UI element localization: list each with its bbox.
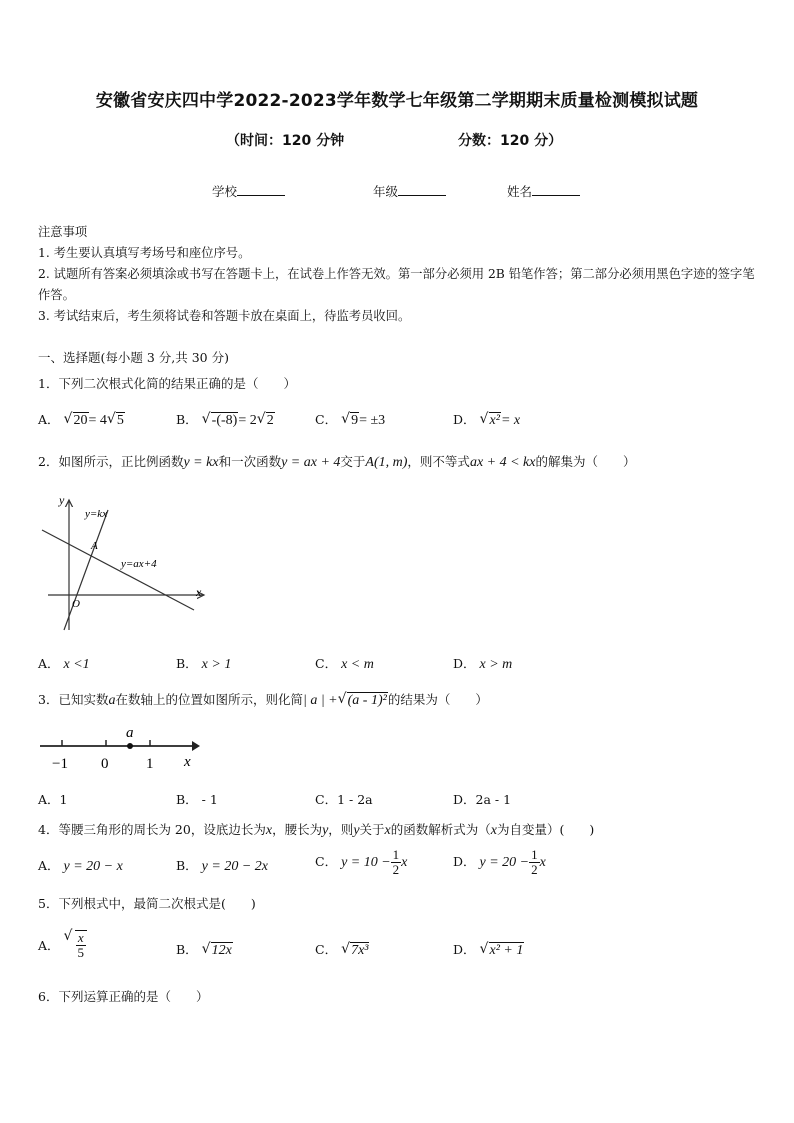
numerator: √ x: [76, 931, 87, 946]
stem-text: 的结果为（ ）: [387, 692, 488, 707]
denominator: 2: [531, 862, 538, 877]
stem-text: ，则: [328, 822, 354, 837]
q2-option-c[interactable]: [315, 654, 374, 673]
sqrt-symbol: [257, 413, 275, 429]
option-expr: y = 20 −: [479, 855, 530, 870]
grade-field[interactable]: [373, 182, 446, 200]
stem-text: 的函数解析式为（: [390, 822, 491, 837]
q2-option-a[interactable]: [38, 654, 90, 673]
fraction: [529, 848, 540, 877]
notes-item-2: 2. 试题所有答案必须填涂或书写在答题卡上，在试卷上作答无效。第一部分必须用 2B 铅笔作答；第二部分必须用黑色字迹的签字笔作答。: [38, 267, 755, 302]
stem-text: ，腰长为: [272, 822, 323, 837]
x-axis-label: x: [196, 585, 202, 599]
exam-time: （时间：120 分钟: [226, 133, 345, 149]
notes-item-3: 3. 考试结束后，考生须将试卷和答题卡放在桌面上，待监考员收回。: [38, 309, 411, 323]
stem-text: 在数轴上的位置如图所示，则化简: [115, 692, 303, 707]
radicand: x² + 1: [489, 943, 524, 958]
q4-option-a[interactable]: [38, 856, 123, 875]
q1-option-a[interactable]: [38, 410, 125, 429]
radicand: (a - 1)²: [347, 693, 387, 708]
q3-option-b[interactable]: B． - 1: [176, 792, 218, 807]
option-expr: = 4: [88, 413, 107, 428]
variable: a: [108, 693, 116, 708]
formula: y = kx: [183, 455, 219, 470]
option-letter: D．: [453, 412, 476, 427]
q5-stem: 5．下列根式中，最简二次根式是( ): [38, 896, 256, 911]
q3-option-c[interactable]: C．1 - 2a: [315, 792, 373, 807]
stem-text: 和一次函数: [218, 454, 282, 469]
radicand: 5: [116, 413, 124, 428]
q2-option-d[interactable]: [453, 654, 512, 673]
radicand: 20: [73, 413, 88, 428]
stem-text: 为自变量）( ): [497, 822, 595, 837]
point-a-label: a: [126, 725, 134, 741]
option-expr: y = 20 − x: [63, 859, 123, 874]
section-heading: 一、选择题(每小题 3 分,共 30 分): [38, 350, 229, 365]
exam-score: 分数：120 分）: [458, 133, 563, 149]
line-kx: [64, 510, 108, 630]
q3-stem: [38, 690, 488, 709]
radicand: -(-8): [211, 413, 238, 428]
q3-option-d[interactable]: D．2a - 1: [453, 792, 512, 807]
stem-text: 交于: [340, 454, 366, 469]
option-expr: x <1: [63, 657, 90, 672]
fraction: [75, 930, 88, 960]
exam-title: 安徽省安庆四中学2022-2023学年数学七年级第二学期期末质量检测模拟试题: [95, 91, 699, 111]
option-expr: = ±3: [359, 413, 386, 428]
option-letter: D．: [453, 942, 476, 957]
option-expr: x > 1: [201, 657, 232, 672]
option-letter: C．: [315, 942, 338, 957]
radicand: 9: [351, 413, 359, 428]
grade-label: 年级: [373, 184, 399, 199]
q4-option-d[interactable]: [453, 848, 546, 877]
line-ax4-label: y=ax+4: [121, 558, 157, 570]
option-expr: y = 10 −: [341, 855, 391, 870]
sqrt-symbol: [480, 943, 525, 959]
q5-option-a[interactable]: [38, 930, 87, 960]
notes-block: [38, 222, 758, 327]
tick-label: −1: [52, 756, 68, 772]
name-label: 姓名: [507, 184, 533, 199]
formula: ax + 4 < kx: [469, 455, 536, 470]
x-axis-label: x: [184, 754, 191, 770]
stem-text: 4．等腰三角形的周长为 20，设底边长为: [38, 822, 266, 837]
q4-stem: [38, 820, 594, 839]
q2-option-b[interactable]: [176, 654, 231, 673]
option-expr: x: [401, 855, 408, 870]
option-expr: y = 20 − 2x: [201, 859, 268, 874]
q3-option-a[interactable]: A．1: [38, 792, 68, 807]
stem-text: 2．如图所示，正比例函数: [38, 454, 184, 469]
sqrt-symbol: [202, 943, 233, 959]
option-letter: C．: [315, 854, 338, 869]
option-expr: x < m: [341, 657, 374, 672]
q3-number-line: [36, 722, 206, 772]
arrow-right-icon: [192, 741, 200, 751]
q5-option-c[interactable]: [315, 940, 369, 959]
grade-blank[interactable]: [398, 183, 446, 196]
y-axis-label: y: [59, 493, 65, 507]
sqrt-symbol: [107, 413, 125, 429]
option-letter: A．: [38, 858, 60, 873]
variable: x: [490, 823, 497, 838]
option-letter: D．: [453, 854, 476, 869]
school-blank[interactable]: [237, 183, 285, 196]
school-label: 学校: [212, 184, 238, 199]
stem-text: 3．已知实数: [38, 692, 109, 707]
option-letter: B．: [176, 942, 198, 957]
q5-option-b[interactable]: [176, 940, 233, 959]
name-field[interactable]: [507, 182, 580, 200]
q6-stem: 6．下列运算正确的是（ ）: [38, 989, 209, 1004]
stem-text: 关于: [359, 822, 385, 837]
name-blank[interactable]: [532, 183, 580, 196]
option-expr: x: [539, 855, 546, 870]
formula: | a | +: [302, 693, 338, 708]
q1-stem: 1．下列二次根式化简的结果正确的是（ ）: [38, 376, 296, 391]
formula: A(1, m): [365, 455, 408, 470]
variable: y: [322, 823, 329, 838]
q2-graph: [36, 490, 216, 640]
variable: y: [353, 823, 360, 838]
option-expr: = x: [500, 413, 521, 428]
formula: y = ax + 4: [281, 455, 341, 470]
q4-option-b[interactable]: [176, 856, 268, 875]
option-letter: C．: [315, 412, 338, 427]
radicand: 2: [266, 413, 274, 428]
denominator: 2: [392, 862, 400, 877]
point-a: [127, 743, 133, 749]
sqrt-symbol: [480, 413, 501, 429]
radicand: 12x: [211, 943, 232, 958]
stem-text: ，则不等式: [407, 454, 470, 469]
sqrt-symbol: [341, 943, 369, 959]
sqrt-symbol: [64, 930, 88, 960]
option-letter: A．: [38, 412, 60, 427]
q2-stem: [38, 452, 636, 471]
school-field[interactable]: [212, 182, 285, 200]
notes-heading: 注意事项: [38, 225, 88, 239]
q4-option-c[interactable]: [315, 848, 407, 877]
tick-label: 0: [101, 756, 109, 772]
numerator: 1: [531, 847, 538, 862]
line-kx-label: y=kx: [85, 508, 108, 520]
stem-text: 的解集为（ ）: [535, 454, 636, 469]
option-letter: C．: [315, 656, 338, 671]
sqrt-symbol: [202, 413, 239, 429]
option-letter: A．: [38, 656, 60, 671]
tick-label: 1: [146, 756, 154, 772]
q1-option-c[interactable]: [315, 410, 385, 429]
option-letter: B．: [176, 858, 198, 873]
sqrt-symbol: [64, 413, 89, 429]
q5-option-d[interactable]: [453, 940, 524, 959]
point-a-label: A: [91, 540, 98, 552]
line-ax4: [42, 530, 194, 610]
denominator: 5: [77, 945, 85, 960]
option-letter: D．: [453, 656, 476, 671]
variable: x: [384, 823, 391, 838]
radicand: x²: [489, 413, 500, 428]
sqrt-symbol: [338, 693, 388, 709]
option-expr: = 2: [238, 413, 257, 428]
option-letter: A．: [38, 938, 60, 953]
notes-item-1: 1. 考生要认真填写考场号和座位序号。: [38, 246, 251, 260]
option-letter: B．: [176, 412, 198, 427]
variable: x: [265, 823, 273, 838]
q1-option-d[interactable]: [453, 410, 520, 429]
q1-option-b[interactable]: [176, 410, 275, 429]
fraction: [391, 848, 402, 877]
origin-label: O: [72, 598, 80, 610]
option-expr: x > m: [479, 657, 513, 672]
option-letter: B．: [176, 656, 198, 671]
radicand: 7x³: [351, 943, 369, 958]
sqrt-symbol: [341, 413, 359, 429]
numerator: 1: [392, 847, 400, 862]
